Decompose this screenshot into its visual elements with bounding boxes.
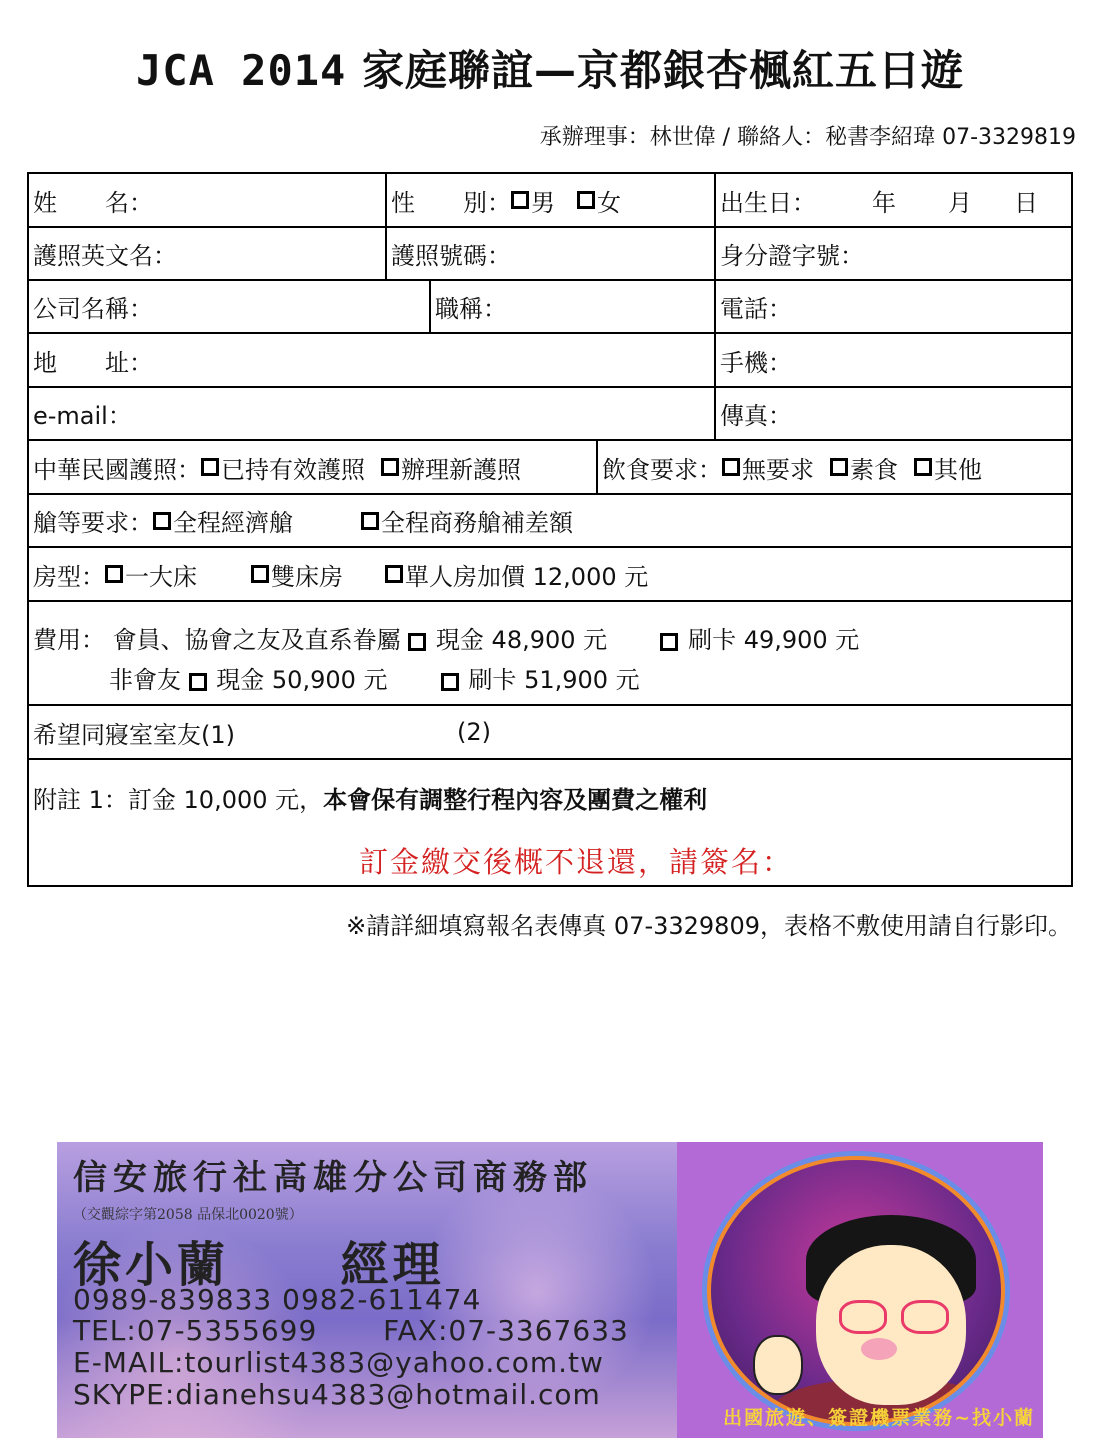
roommate-field[interactable]	[29, 706, 1071, 758]
diet-vegetarian-checkbox[interactable]	[830, 458, 848, 476]
birthday-field[interactable]	[714, 174, 1071, 226]
page-title	[0, 38, 1100, 98]
card-person-title: 經理	[340, 1237, 445, 1293]
passport-no-field[interactable]	[385, 228, 714, 279]
roommate-2-label: (2)	[457, 718, 491, 746]
card-tel: TEL:07-5355699	[73, 1314, 318, 1347]
row-passport-diet	[29, 441, 1071, 495]
fee-nonmember-card-checkbox[interactable]	[441, 673, 459, 691]
room-twin-checkbox[interactable]	[251, 565, 269, 583]
id-no-label: 身分證字號：	[720, 242, 864, 270]
mobile-label: 手機：	[720, 348, 792, 377]
cabin-label: 艙等要求：	[33, 509, 153, 537]
gender-female-checkbox[interactable]	[577, 191, 595, 209]
passport-name-label: 護照英文名：	[33, 242, 177, 270]
cabin-economy-label: 全程經濟艙	[173, 509, 293, 537]
birthday-year-label: 年	[872, 188, 896, 217]
fee-member-line	[33, 620, 859, 655]
diet-none-checkbox[interactable]	[722, 458, 740, 476]
diet-other-checkbox[interactable]	[914, 458, 932, 476]
mobile-field[interactable]	[714, 334, 1071, 386]
birthday-label: 出生日：	[720, 188, 816, 217]
gender-female-label: 女	[597, 188, 621, 217]
card-skype: SKYPE:dianehsu4383@hotmail.com	[73, 1378, 601, 1411]
card-fax: FAX:07-3367633	[383, 1314, 629, 1347]
fee-member-cash-label: 現金 48,900 元	[435, 626, 608, 654]
note-line-1	[33, 780, 707, 815]
address-field[interactable]	[29, 334, 714, 386]
fee-member-label: 會員、協會之友及直系眷屬	[112, 626, 401, 654]
email-label: e-mail：	[33, 402, 132, 430]
fee-nonmember-line	[109, 660, 640, 695]
card-slogan: 出國旅遊、簽證機票業務~找小蘭	[723, 1407, 1035, 1429]
passport-valid-checkbox[interactable]	[201, 458, 219, 476]
roommate-label: 希望同寢室室友(1)	[33, 720, 235, 749]
id-no-field[interactable]	[714, 228, 1071, 279]
card-license: （交觀綜字第2058 品保北0020號）	[73, 1207, 303, 1223]
fax-field[interactable]	[714, 388, 1071, 439]
company-label: 公司名稱：	[33, 295, 153, 323]
fee-member-cash-checkbox[interactable]	[408, 633, 426, 651]
business-card	[57, 1142, 1043, 1438]
fee-nonmember-card-label: 刷卡 51,900 元	[468, 666, 640, 694]
passport-new-label: 辦理新護照	[401, 455, 521, 484]
cabin-business-checkbox[interactable]	[361, 512, 379, 530]
room-field	[29, 548, 1071, 600]
row-cabin	[29, 495, 1071, 548]
passport-name-field[interactable]	[29, 228, 385, 279]
row-passport-info	[29, 228, 1071, 281]
fee-member-card-checkbox[interactable]	[660, 633, 678, 651]
fee-label: 費用：	[33, 626, 105, 654]
fee-nonmember-cash-label: 現金 50,900 元	[216, 666, 388, 694]
note-prefix: 附註 1：訂金 10,000 元，	[33, 786, 324, 814]
fee-nonmember-label: 非會友	[109, 666, 181, 694]
note-rights: 本會保有調整行程內容及團費之權利	[323, 786, 708, 814]
cabin-field	[29, 495, 1071, 546]
fax-label: 傳真：	[720, 402, 792, 430]
room-single-label: 單人房加價 12,000 元	[405, 562, 649, 591]
row-notes	[29, 760, 1071, 885]
row-company	[29, 281, 1071, 334]
cabin-economy-checkbox[interactable]	[153, 512, 171, 530]
card-person-name: 徐小蘭	[73, 1237, 230, 1293]
phone-label: 電話：	[720, 295, 792, 323]
card-mobile: 0989-839833 0982-611474	[73, 1283, 482, 1316]
name-label: 姓 名：	[33, 188, 153, 217]
gender-field	[385, 174, 714, 226]
job-title-label: 職稱：	[435, 295, 507, 323]
fee-nonmember-cash-checkbox[interactable]	[189, 673, 207, 691]
footer-note: ※請詳細填寫報名表傳真 07-3329809，表格不敷使用請自行影印。	[346, 912, 1072, 940]
passport-new-checkbox[interactable]	[381, 458, 399, 476]
cabin-business-label: 全程商務艙補差額	[381, 509, 573, 537]
room-twin-label: 雙床房	[271, 562, 343, 591]
row-room	[29, 548, 1071, 602]
card-email: E-MAIL:tourlist4383@yahoo.com.tw	[73, 1346, 604, 1379]
room-double-checkbox[interactable]	[105, 565, 123, 583]
title-chinese: 家庭聯誼—京都銀杏楓紅五日遊	[361, 46, 964, 95]
birthday-month-label: 月	[948, 188, 972, 217]
gender-label: 性 別：	[391, 188, 511, 217]
fee-member-card-label: 刷卡 49,900 元	[688, 626, 860, 654]
room-double-label: 一大床	[125, 562, 197, 591]
row-roommate	[29, 706, 1071, 760]
room-label: 房型：	[33, 562, 105, 591]
birthday-day-label: 日	[1014, 188, 1038, 217]
diet-label: 飲食要求：	[602, 455, 722, 484]
row-fees	[29, 602, 1071, 706]
row-name	[29, 174, 1071, 228]
name-field[interactable]	[29, 174, 385, 226]
cartoon-portrait-icon	[707, 1156, 1005, 1426]
passport-status-field	[29, 441, 596, 493]
passport-label: 中華民國護照：	[33, 455, 201, 484]
address-label: 地 址：	[33, 348, 153, 377]
registration-form	[27, 172, 1073, 887]
diet-other-label: 其他	[934, 455, 982, 484]
note-refund-signature[interactable]: 訂金繳交後概不退還，請簽名：	[359, 845, 794, 879]
gender-male-checkbox[interactable]	[511, 191, 529, 209]
job-title-field[interactable]	[429, 281, 714, 332]
diet-none-label: 無要求	[742, 455, 814, 484]
card-company: 信安旅行社高雄分公司商務部	[73, 1158, 593, 1198]
title-latin: JCA 2014	[136, 46, 347, 95]
diet-vegetarian-label: 素食	[850, 455, 898, 484]
passport-no-label: 護照號碼：	[391, 242, 511, 270]
diet-field	[596, 441, 1071, 493]
passport-valid-label: 已持有效護照	[221, 455, 365, 484]
email-field[interactable]	[29, 388, 714, 439]
organizer-info: 承辦理事：林世偉 / 聯絡人：秘書李紹瑋 07-3329819	[539, 125, 1076, 150]
company-field[interactable]	[29, 281, 429, 332]
row-email	[29, 388, 1071, 441]
gender-male-label: 男	[531, 188, 555, 217]
phone-field[interactable]	[714, 281, 1071, 332]
row-address	[29, 334, 1071, 388]
room-single-checkbox[interactable]	[385, 565, 403, 583]
card-tel-fax	[73, 1314, 629, 1347]
